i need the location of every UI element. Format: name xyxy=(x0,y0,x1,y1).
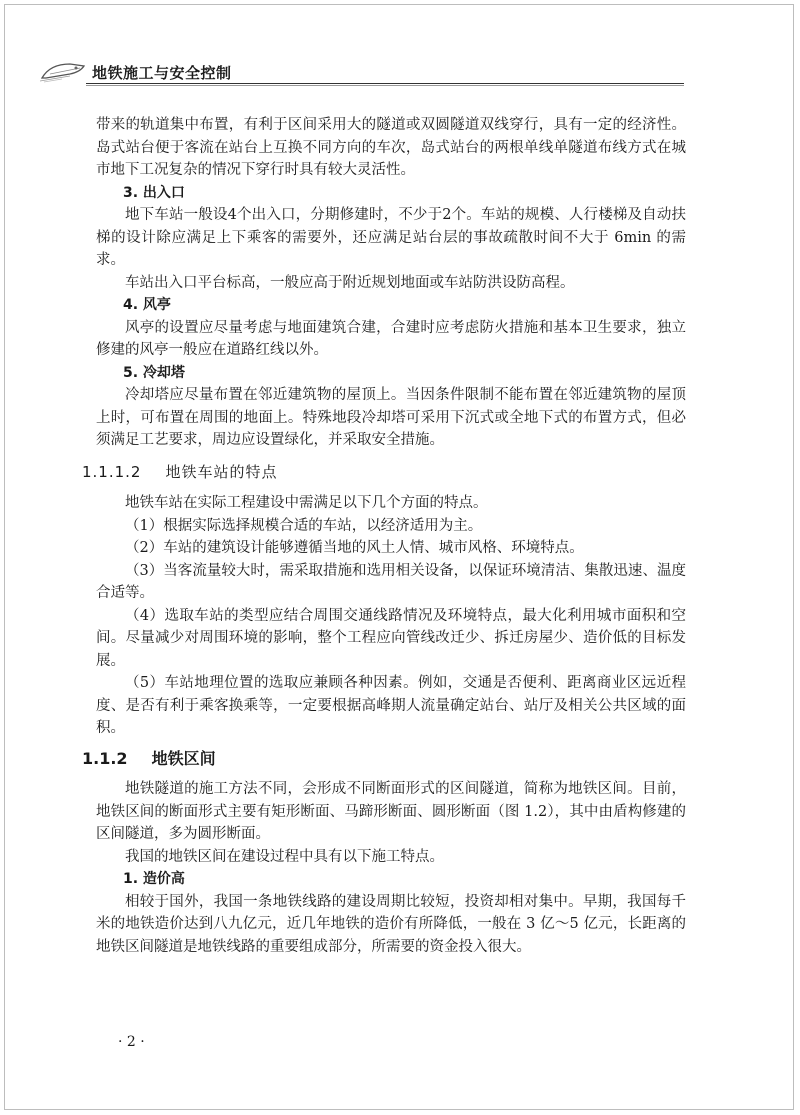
heading-cooling-tower: 5. 冷却塔 xyxy=(123,364,185,381)
page-number: · 2 · xyxy=(118,1034,145,1050)
train-logo-icon xyxy=(40,56,88,84)
paragraph: 冷却塔应尽量布置在邻近建筑物的屋顶上。当因条件限制不能布置在邻近建筑物的屋顶上时，可布置在周围的地面上。特殊地段冷却塔可采用下沉式或全地下式的布置方式，但必须满足工艺要求，周边应设置绿化，并采取安全措施。 xyxy=(96,387,686,448)
paragraph: 车站出入口平台标高，一般应高于附近规划地面或车站防洪设防高程。 xyxy=(125,274,575,291)
list-item: （4）选取车站的类型应结合周围交通线路情况及环境特点，最大化利用城市面积和空间。尽量减少对周围环境的影响，整个工程应向管线改迁少、拆迁房屋少、造价低的目标发展。 xyxy=(96,607,686,669)
header-title: 地铁施工与安全控制 xyxy=(92,64,232,82)
paragraph: 地下车站一般设4个出入口，分期修建时，不少于2个。车站的规模、人行楼梯及自动扶梯的设计除应满足上下乘客的需要外，还应满足站台层的事故疏散时间不大于 6min 的需求。 xyxy=(96,207,686,268)
heading-entrances: 3. 出入口 xyxy=(123,184,185,201)
list-item: （1）根据实际选择规模合适的车站，以经济适用为主。 xyxy=(125,517,483,534)
list-item: （5）车站地理位置的选取应兼顾各种因素。例如，交通是否便利、距离商业区远近程度、是否有利于乘客换乘等，一定要根据高峰期人流量确定站台、站厅及相关公共区域的面积。 xyxy=(96,675,686,736)
subsection-number: 1.1.1.2 xyxy=(82,462,142,481)
section-title: 地铁区间 xyxy=(151,748,216,768)
heading-wind-pavilion: 4. 风亭 xyxy=(123,297,171,313)
list-item: （2）车站的建筑设计能够遵循当地的风土人情、城市风格、环境特点。 xyxy=(125,540,584,556)
header-rule xyxy=(86,83,684,86)
paragraph-continued: 带来的轨道集中布置，有利于区间采用大的隧道或双圆隧道双线穿行，具有一定的经济性。岛式站台便于客流在站台上互换不同方向的车次，岛式站台的两根单线单隧道布线方式在城市地下工况复杂的情况下穿行时具有较大灵活性。 xyxy=(96,117,686,178)
section-heading-metro-interval xyxy=(82,748,686,771)
paragraph: 风亭的设置应尽量考虑与地面建筑合建，合建时应考虑防火措施和基本卫生要求，独立修建的风亭一般应在道路红线以外。 xyxy=(96,319,686,358)
section-number: 1.1.2 xyxy=(82,748,128,768)
paragraph: 地铁车站在实际工程建设中需满足以下几个方面的特点。 xyxy=(125,495,488,511)
paragraph: 我国的地铁区间在建设过程中具有以下施工特点。 xyxy=(125,848,444,865)
subsection-heading-station-features xyxy=(82,461,686,484)
paragraph: 地铁隧道的施工方法不同，会形成不同断面形式的区间隧道，简称为地铁区间。目前，地铁区间的断面形式主要有矩形断面、马蹄形断面、圆形断面（图 1.2），其中由盾构修建的区间隧道，多为圆形断面。 xyxy=(96,781,686,842)
paragraph: 相较于国外，我国一条地铁线路的建设周期比较短，投资却相对集中。早期，我国每千米的地铁造价达到八九亿元，近几年地铁的造价有所降低，一般在 3 亿～5 亿元，长距离的地铁区间隧道是地铁线路的重要组成部分，所需要的资金投入很大。 xyxy=(96,893,686,955)
list-item: （3）当客流量较大时，需采取措施和选用相关设备，以保证环境清洁、集散迅速、温度合适等。 xyxy=(96,562,686,601)
running-header xyxy=(40,56,684,86)
subsection-title: 地铁车站的特点 xyxy=(165,462,278,481)
heading-high-cost: 1. 造价高 xyxy=(123,871,185,887)
page-body xyxy=(82,114,686,958)
